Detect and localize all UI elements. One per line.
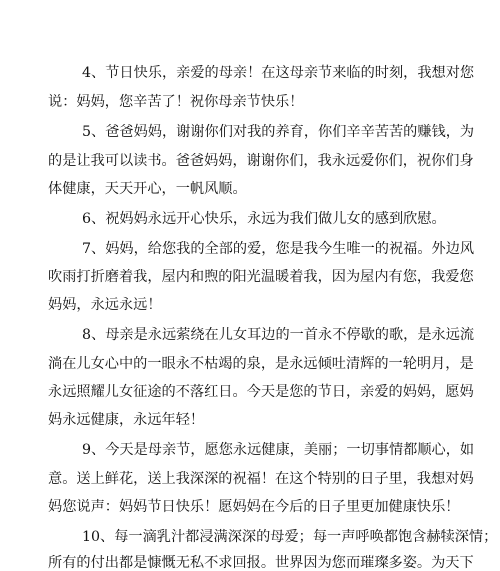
paragraph-7-line-2: 吹雨打折磨着我，屋内和煦的阳光温暖着我，因为屋内有您，我爱您 <box>48 269 474 285</box>
paragraph-8-line-1: 8、母亲是永远萦绕在儿女耳边的一首永不停歇的歌，是永远流 <box>82 327 475 343</box>
paragraph-5-line-2: 的是让我可以读书。爸爸妈妈，谢谢你们，我永远爱你们，祝你们身 <box>48 153 474 169</box>
paragraph-5-line-3: 体健康，天天开心，一帆风顺。 <box>48 181 247 197</box>
paragraph-4-line-2: 说：妈妈，您辛苦了！祝你母亲节快乐！ <box>48 94 304 110</box>
paragraph-7-line-1: 7、妈妈，给您我的全部的爱，您是我今生唯一的祝福。外边风 <box>82 241 475 257</box>
paragraph-9-line-3: 妈您说声：妈妈节日快乐！愿妈妈在今后的日子里更加健康快乐！ <box>48 499 460 515</box>
paragraph-5-line-1: 5、爸爸妈妈，谢谢你们对我的养育，你们辛辛苦苦的赚钱，为 <box>82 124 475 140</box>
paragraph-9-line-1: 9、今天是母亲节，愿您永远健康，美丽；一切事情都顺心，如 <box>82 442 475 458</box>
paragraph-4-line-1: 4、节日快乐，亲爱的母亲！在这母亲节来临的时刻，我想对您 <box>82 65 475 81</box>
paragraph-10-line-2: 所有的付出都是慷慨无私不求回报。世界因为您而璀璨多姿。为天下 <box>48 555 474 571</box>
paragraph-8-line-4: 妈永远健康，永远年轻！ <box>48 412 205 428</box>
paragraph-7-line-3: 妈妈，永远永远！ <box>48 297 162 313</box>
paragraph-8-line-2: 淌在儿女心中的一眼永不枯竭的泉，是永远倾吐清辉的一轮明月，是 <box>48 356 474 372</box>
paragraph-10-line-1: 10、每一滴乳汁都浸满深深的母爱；每一声呼唤都饱含赫犊深情； <box>82 529 498 545</box>
paragraph-8-line-3: 永远照耀儿女征途的不落红日。今天是您的节日，亲爱的妈妈，愿妈 <box>48 384 474 400</box>
paragraph-6-line-1: 6、祝妈妈永远开心快乐，永远为我们做儿女的感到欣慰。 <box>82 211 446 227</box>
paragraph-9-line-2: 意。送上鲜花，送上我深深的祝福！在这个特别的日子里，我想对妈 <box>48 471 474 487</box>
